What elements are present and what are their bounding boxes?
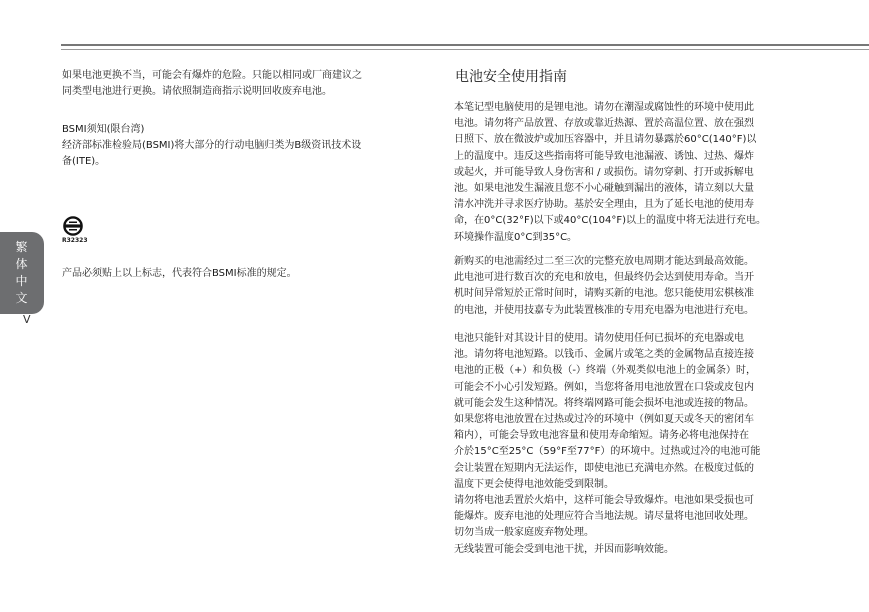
section-heading: 电池安全使用指南 — [455, 69, 567, 85]
language-tab-char: 繁 — [15, 240, 29, 254]
top-rule-thin — [61, 49, 869, 50]
bsmi-mark-icon — [62, 216, 84, 236]
language-tab-char: 文 — [15, 291, 29, 305]
battery-safety-para-3 — [454, 331, 812, 558]
battery-safety-text-2: 新购买的电池需经过二至三次的完整充放电周期才能达到最高效能。 此电池可进行数百次的充电和放电，但最终仍会达到使用寿命。当开 机时间异常短於正常时间时，请购买新的电池。您只能使用宏棋核准 的电池，并使用技嘉专为此装置核准的专用充电器为电池进行充电。 — [454, 256, 754, 316]
battery-safety-text-3: 电池只能针对其设计目的使用。请勿使用任何已损坏的充电器或电 池。请勿将电池短路。以钱币、金属片或笔之类的金属物品直接连接 电池的正极（+）和负极（-）终端（外观类似电池上的金属条）时， 可能会不小心引发短路。例如，当您将备用电池放置在口袋或皮包内 就可能会发生这种情况。将终端网路可能会损坏电池或连接的物品。 如果您将电池放置在过热或过冷的环境中（例如夏天或冬天的密闭车 箱内），可能会导致电池容量和使用寿命缩短。请务必将电池保持在 介於15°C至25°C（59°F至77°F）的环境中。过热或过冷的电池可能 会让装置在短期内无法运作，即使电池已充满电亦然。在极度过低的 温度下更会使得电池效能受到限制。 请勿将电池丢置於火焰中，这样可能会导致爆炸。电池如果受损也可 能爆炸。废弃电池的处理应符合当地法规。请尽量将电池回收处理。 切勿当成一般家庭废弃物处理。 无线装置可能会受到电池干扰，并因而影响效能。 — [454, 333, 761, 555]
battery-safety-text-1: 本笔记型电脑使用的是锂电池。请勿在潮湿或腐蚀性的环境中使用此 电池。请勿将产品放置、存放或靠近热源、置於高温位置、放在强烈 日照下、放在微波炉或加压容器中，并且请勿暴露於60°C(140°F)以 上的温度中。违反这些指南将可能导致电池漏液、诱蚀、过热、爆炸 或起火，并可能导致人身伤害和 / 或损伤。请勿穿刺、打开或拆解电 池。如果电池发生漏液且您不小心碰触到漏出的液体，请立刻以大量 清水冲洗并寻求医疗协助。基於安全理由，且为了延长电池的使用寿 命，在0°C(32°F)以下或40°C(104°F)以上的温度中将无法进行充电。 环境操作温度0°C到35°C。 — [454, 102, 766, 243]
page-number: V — [23, 313, 31, 326]
bsmi-notice-text: 经济部标准检验局(BSMI)将大部分的行动电脑归类为B级资讯技术设 备(ITE)。 — [62, 140, 362, 168]
top-rule — [61, 44, 869, 46]
battery-safety-para-1 — [454, 100, 812, 246]
bsmi-notice — [62, 122, 422, 171]
bsmi-label-text: 产品必须贴上以上标志，代表符合BSMI标准的规定。 — [62, 268, 297, 279]
bsmi-label-requirement — [62, 266, 422, 282]
bsmi-logo-code: R32323 — [62, 237, 88, 244]
bsmi-notice-title: BSMI须知(限台湾) — [62, 124, 145, 135]
language-tab-char: 中 — [15, 274, 29, 288]
language-tab — [0, 232, 44, 314]
bsmi-logo — [62, 216, 102, 244]
battery-replace-text: 如果电池更换不当，可能会有爆炸的危险。只能以相同或厂商建议之 同类型电池进行更换。请依照制造商指示说明回收废弃电池。 — [62, 70, 362, 98]
battery-safety-para-2 — [454, 254, 812, 319]
language-tab-char: 体 — [15, 257, 29, 271]
battery-replace-warning — [62, 68, 422, 100]
